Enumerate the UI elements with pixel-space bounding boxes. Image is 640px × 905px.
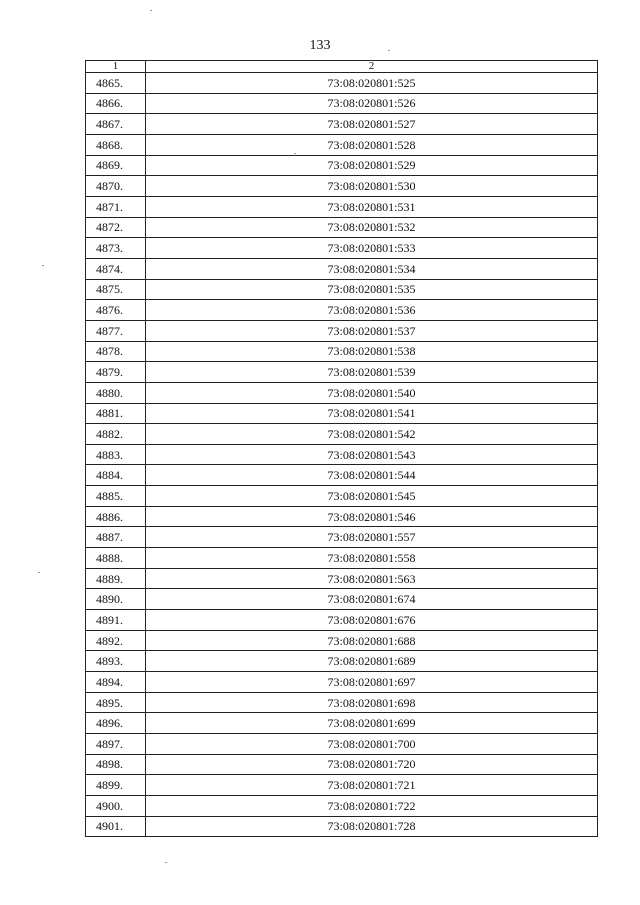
cadastral-number: 73:08:020801:698 [146,692,598,713]
table-row [86,341,598,362]
row-number: 4865. [86,73,146,94]
row-number: 4892. [86,630,146,651]
table-row [86,134,598,155]
scan-speck [165,862,167,863]
row-number: 4885. [86,486,146,507]
table-row [86,713,598,734]
column-header-2: 2 [146,61,598,73]
cadastral-number: 73:08:020801:728 [146,816,598,837]
table-row [86,589,598,610]
scan-speck [388,50,390,51]
cadastral-number: 73:08:020801:532 [146,217,598,238]
table-row [86,382,598,403]
table-row [86,73,598,94]
table-row [86,362,598,383]
cadastral-number: 73:08:020801:558 [146,548,598,569]
cadastral-number: 73:08:020801:539 [146,362,598,383]
row-number: 4881. [86,403,146,424]
row-number: 4888. [86,548,146,569]
cadastral-number: 73:08:020801:530 [146,176,598,197]
row-number: 4901. [86,816,146,837]
row-number: 4874. [86,258,146,279]
table-row [86,93,598,114]
row-number: 4870. [86,176,146,197]
cadastral-number: 73:08:020801:700 [146,734,598,755]
table-row [86,114,598,135]
table-row [86,754,598,775]
table-row [86,465,598,486]
cadastral-number: 73:08:020801:527 [146,114,598,135]
table-row [86,672,598,693]
row-number: 4897. [86,734,146,755]
cadastral-number: 73:08:020801:526 [146,93,598,114]
registry-table [85,60,598,837]
cadastral-number: 73:08:020801:531 [146,196,598,217]
table-row [86,775,598,796]
row-number: 4886. [86,506,146,527]
table-row [86,486,598,507]
row-number: 4896. [86,713,146,734]
cadastral-number: 73:08:020801:721 [146,775,598,796]
table-row [86,548,598,569]
row-number: 4877. [86,320,146,341]
row-number: 4900. [86,795,146,816]
row-number: 4899. [86,775,146,796]
table-row [86,176,598,197]
cadastral-number: 73:08:020801:689 [146,651,598,672]
cadastral-number: 73:08:020801:525 [146,73,598,94]
cadastral-number: 73:08:020801:542 [146,424,598,445]
cadastral-number: 73:08:020801:536 [146,300,598,321]
table-row [86,506,598,527]
table-row [86,734,598,755]
table-row [86,155,598,176]
table-row [86,424,598,445]
cadastral-number: 73:08:020801:697 [146,672,598,693]
row-number: 4875. [86,279,146,300]
table-row [86,651,598,672]
table-row [86,258,598,279]
cadastral-number: 73:08:020801:557 [146,527,598,548]
table-row [86,630,598,651]
row-number: 4895. [86,692,146,713]
cadastral-number: 73:08:020801:540 [146,382,598,403]
row-number: 4871. [86,196,146,217]
cadastral-number: 73:08:020801:674 [146,589,598,610]
cadastral-number: 73:08:020801:722 [146,795,598,816]
table-row [86,527,598,548]
row-number: 4884. [86,465,146,486]
row-number: 4887. [86,527,146,548]
scan-speck [150,10,152,11]
table-row [86,610,598,631]
cadastral-number: 73:08:020801:546 [146,506,598,527]
row-number: 4889. [86,568,146,589]
column-header-1: 1 [86,61,146,73]
table-row [86,238,598,259]
row-number: 4893. [86,651,146,672]
cadastral-number: 73:08:020801:538 [146,341,598,362]
table-row [86,196,598,217]
cadastral-number: 73:08:020801:544 [146,465,598,486]
row-number: 4866. [86,93,146,114]
row-number: 4873. [86,238,146,259]
table-row [86,568,598,589]
table-row [86,279,598,300]
cadastral-number: 73:08:020801:720 [146,754,598,775]
row-number: 4869. [86,155,146,176]
row-number: 4882. [86,424,146,445]
row-number: 4891. [86,610,146,631]
row-number: 4867. [86,114,146,135]
row-number: 4868. [86,134,146,155]
table-row [86,444,598,465]
table-row [86,816,598,837]
table-row [86,320,598,341]
scan-speck [42,265,44,266]
scan-speck [38,572,40,573]
cadastral-number: 73:08:020801:545 [146,486,598,507]
cadastral-number: 73:08:020801:528 [146,134,598,155]
row-number: 4872. [86,217,146,238]
cadastral-number: 73:08:020801:543 [146,444,598,465]
cadastral-number: 73:08:020801:563 [146,568,598,589]
table-row [86,795,598,816]
table-row [86,300,598,321]
table-row [86,403,598,424]
row-number: 4876. [86,300,146,321]
cadastral-number: 73:08:020801:529 [146,155,598,176]
cadastral-number: 73:08:020801:534 [146,258,598,279]
row-number: 4898. [86,754,146,775]
cadastral-number: 73:08:020801:688 [146,630,598,651]
row-number: 4880. [86,382,146,403]
cadastral-number: 73:08:020801:676 [146,610,598,631]
table-header-row [86,61,598,73]
row-number: 4894. [86,672,146,693]
row-number: 4883. [86,444,146,465]
scan-speck [294,153,296,154]
row-number: 4878. [86,341,146,362]
cadastral-number: 73:08:020801:699 [146,713,598,734]
page-number: 133 [309,38,331,53]
row-number: 4890. [86,589,146,610]
cadastral-number: 73:08:020801:537 [146,320,598,341]
row-number: 4879. [86,362,146,383]
cadastral-number: 73:08:020801:533 [146,238,598,259]
table-row [86,692,598,713]
cadastral-number: 73:08:020801:535 [146,279,598,300]
cadastral-number: 73:08:020801:541 [146,403,598,424]
table-row [86,217,598,238]
